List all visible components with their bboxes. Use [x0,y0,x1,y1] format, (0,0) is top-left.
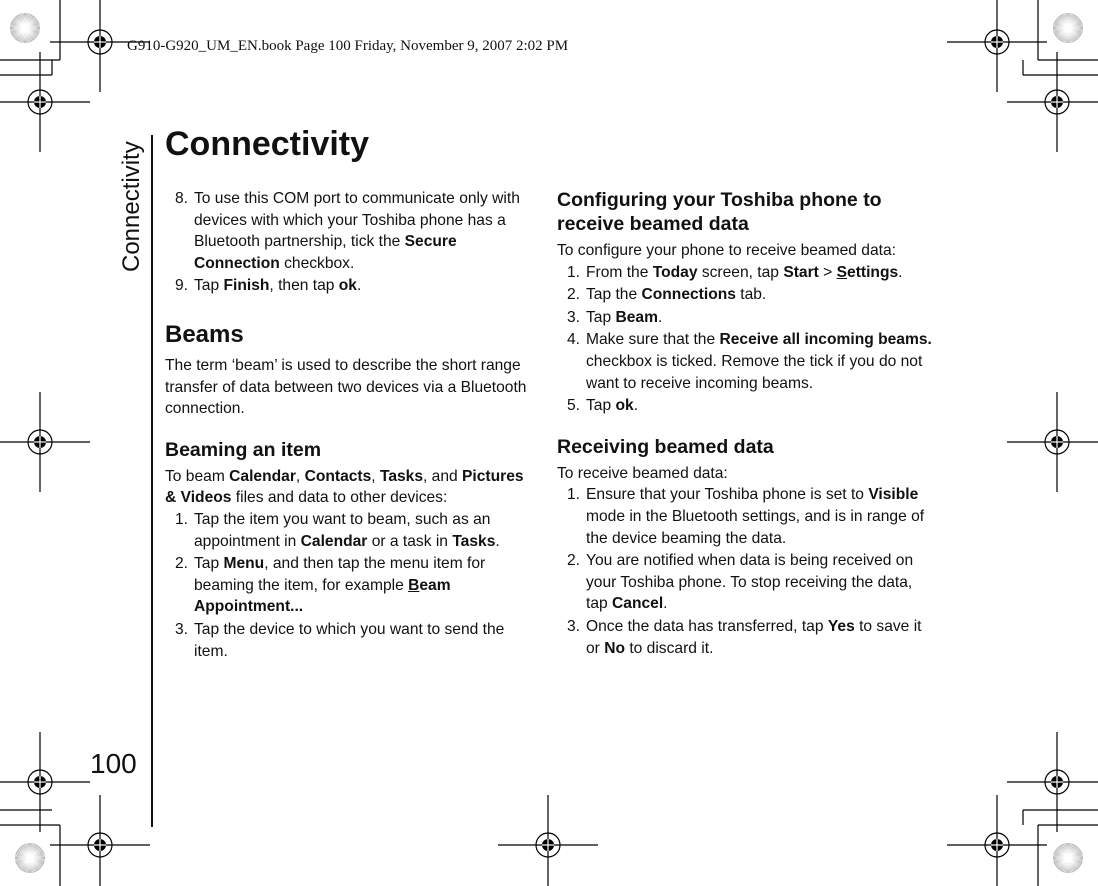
crosshair-target-icon [498,795,598,886]
text-run: . [633,397,639,415]
text-run: Configuring your Toshiba phone to receive beamed data [557,189,882,235]
section-heading [165,438,539,462]
list-number: 4. [567,331,581,349]
list-number: 2. [567,286,581,304]
crosshair-target-icon [0,392,90,492]
text-run: . [657,308,663,326]
section-heading [165,320,539,350]
text-run: To configure your phone to receive beamed data: [557,242,896,259]
list-number: 1. [175,510,189,528]
text-run: screen, tap [697,263,784,281]
text-run: tab. [735,286,767,304]
paragraph [165,355,539,420]
emphasis-text: B [408,576,420,594]
text-run: To beam [165,467,230,485]
crosshair-target-icon [1007,52,1098,152]
side-tab-label: Connectivity [118,141,145,272]
crosshair-target-icon [947,0,1047,92]
list-number: 2. [175,555,189,573]
text-run: To use this COM port to communicate only with devices with which your Toshiba phone has a Bluetooth partnership, tick the [194,190,520,251]
print-header: G910-G920_UM_EN.book Page 100 Friday, November 9, 2007 2:02 PM [127,38,569,54]
starburst-icon [1053,13,1083,43]
emphasis-text: Calendar [300,532,368,550]
emphasis-text: eam Appointment... [194,576,451,616]
emphasis-text: Menu [223,555,265,573]
text-run: Tap [586,397,616,415]
text-run: You are notified when data is being received on your Toshiba phone. To stop receiving the data, tap [586,552,914,613]
text-run: Tap the device to which you want to send the item. [194,620,505,660]
emphasis-text: Beam [615,308,658,326]
emphasis-text: Pictures & Videos [165,467,524,507]
text-run: To receive beamed data: [557,464,728,482]
text-run: Tap the [586,286,642,304]
text-run: checkbox is ticked. Remove the tick if you do not want to receive incoming beams. [586,352,923,392]
text-run: Beaming an item [165,438,322,461]
list-item [165,619,539,662]
list-item [557,395,933,417]
starburst-icon [1053,843,1083,873]
list-item [557,484,933,549]
text-run: Tap [194,277,224,295]
list-item [557,307,933,329]
crosshair-target-icon [947,795,1047,886]
margin-rule [151,135,153,827]
emphasis-text: Tasks [452,532,496,550]
text-run: , and then tap the menu item for beaming the item, for example [194,555,486,594]
paragraph [165,466,539,509]
emphasis-text: Start [783,263,819,281]
text-run: Once the data has transferred, tap [586,617,828,635]
paragraph [557,240,933,262]
list-number: 1. [567,486,581,504]
list-item [165,188,539,274]
emphasis-text: No [604,639,625,657]
emphasis-text: Tasks [379,467,424,485]
text-run: The term ‘beam’ is used to describe the short range transfer of data between two devices via a Bluetooth connection. [165,356,527,418]
left-column [165,188,539,663]
list-item [557,262,933,284]
list-item [165,509,539,552]
text-run: . [495,532,500,550]
list-item [165,275,539,297]
emphasis-text: Visible [868,486,919,504]
text-run: to save it or [586,617,922,657]
text-run: Tap [586,308,616,326]
crosshair-target-icon [1007,732,1098,832]
list-item [165,553,539,618]
list-number: 9. [175,277,189,295]
paragraph [557,463,933,485]
list-number: 2. [567,552,581,570]
emphasis-text: S [836,263,848,281]
text-run: to discard it. [625,639,714,657]
text-run: > [818,263,837,281]
crosshair-target-icon [0,732,90,832]
emphasis-text: Cancel [612,595,664,613]
list-number: 5. [567,397,581,415]
section-heading [557,188,933,236]
text-run: files and data to other devices: [231,489,448,507]
emphasis-text: ettings [847,263,899,281]
crosshair-target-icon [1007,392,1098,492]
list-item [557,284,933,306]
text-run: mode in the Bluetooth settings, and is in range of the device beaming the data. [586,507,925,547]
emphasis-text: Contacts [304,467,372,485]
text-run: Tap the item you want to beam, such as an appointment in [194,510,491,550]
emphasis-text: Calendar [229,467,296,485]
emphasis-text: ok [338,277,357,295]
text-run: checkbox. [279,254,355,272]
emphasis-text: Receive all incoming beams. [719,331,932,349]
list-number: 1. [567,263,581,281]
emphasis-text: Connections [641,286,736,304]
section-heading [557,435,933,459]
starburst-icon [10,13,40,43]
text-run: Beams [165,320,244,348]
list-number: 3. [175,620,189,638]
text-run: From the [586,263,653,281]
list-number: 3. [567,617,581,635]
list-item [557,550,933,615]
text-run: Ensure that your Toshiba phone is set to [586,486,869,504]
list-item [557,616,933,659]
text-run: . [356,277,362,295]
right-column [557,188,933,660]
text-run: , [371,467,380,485]
crosshair-target-icon [0,52,90,152]
emphasis-text: Finish [223,277,270,295]
starburst-icon [15,843,45,873]
emphasis-text: Today [652,263,698,281]
text-run: . [663,595,668,613]
text-run: Make sure that the [586,331,720,349]
text-run: , [295,467,305,485]
text-run: , and [423,467,463,485]
list-number: 8. [175,190,189,207]
crosshair-target-icon [50,795,150,886]
text-run: or a task in [367,532,453,550]
emphasis-text: Secure Connection [194,233,457,272]
list-number: 3. [567,308,581,326]
text-run: , then tap [269,277,339,295]
text-run: Receiving beamed data [557,435,774,458]
text-run: . [898,263,903,281]
page-title: Connectivity [165,125,370,163]
list-item [557,329,933,394]
emphasis-text: ok [615,397,634,415]
text-run: Tap [194,555,224,573]
emphasis-text: Yes [827,617,855,635]
page-number: 100 [90,748,137,779]
